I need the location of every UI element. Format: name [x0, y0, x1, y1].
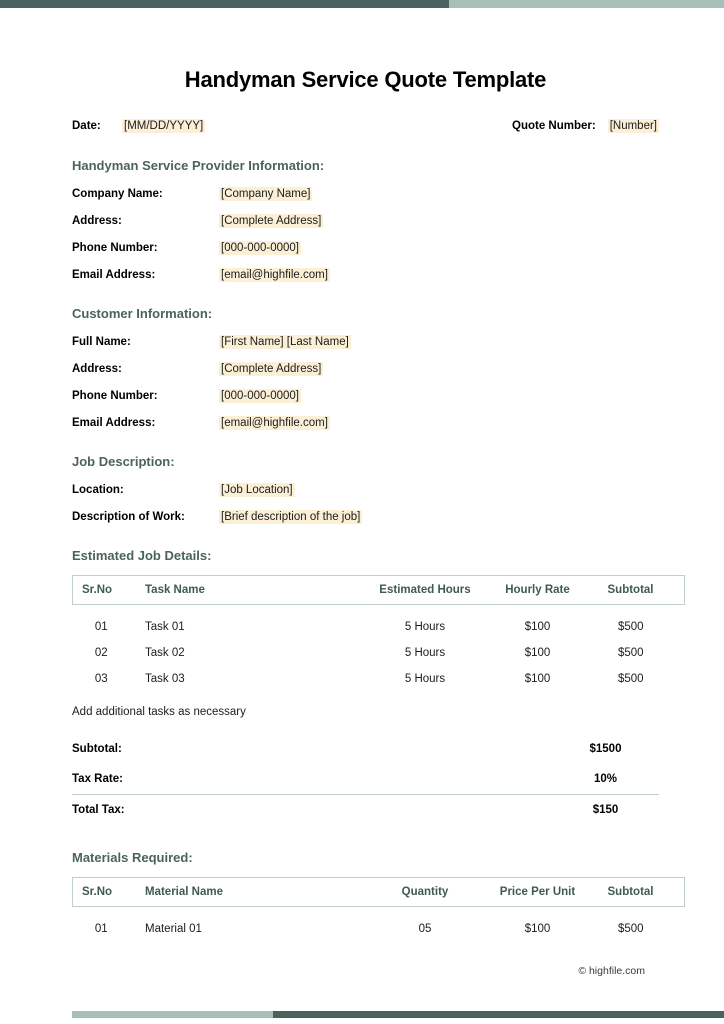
- work-description-value[interactable]: [Brief description of the job]: [221, 511, 361, 523]
- job-cell-sr: 01: [94, 621, 108, 633]
- provider-address-value-wrap: [219, 215, 659, 227]
- table-row: [73, 633, 685, 659]
- field-row-provider-phone: [72, 242, 659, 254]
- job-details-table-head: [73, 576, 685, 605]
- provider-email-value[interactable]: [email@highfile.com]: [221, 269, 328, 281]
- top-bar-dark-segment: [0, 0, 449, 8]
- provider-address-label: Address:: [72, 215, 122, 227]
- quote-number-value[interactable]: [Number]: [609, 120, 657, 132]
- field-row-full-name: [72, 336, 659, 348]
- material-cell-subtotal: $500: [617, 923, 644, 935]
- job-col-sr-no: Sr.No: [73, 576, 141, 605]
- top-bar-light-segment: [449, 0, 724, 8]
- job-cell-name: Task 02: [145, 647, 185, 659]
- bottom-bar-padding: [0, 1011, 72, 1018]
- job-cell-sr: 02: [94, 647, 108, 659]
- job-col-hourly-rate: Hourly Rate: [490, 576, 585, 605]
- job-cell-sr: 03: [94, 673, 108, 685]
- full-name-value[interactable]: [First Name] [Last Name]: [221, 336, 349, 348]
- customer-phone-value[interactable]: [000-000-0000]: [221, 390, 300, 402]
- full-name-label: Full Name:: [72, 336, 131, 348]
- provider-phone-label: Phone Number:: [72, 242, 158, 254]
- field-row-customer-phone: [72, 390, 659, 402]
- field-row-provider-email: [72, 269, 659, 281]
- job-cell-rate: $100: [524, 673, 551, 685]
- material-cell-quantity: 05: [418, 923, 432, 935]
- page-title: Handyman Service Quote Template: [184, 67, 547, 92]
- customer-email-value-wrap: [219, 417, 659, 429]
- date-value[interactable]: [MM/DD/YYYY]: [124, 120, 204, 132]
- provider-email-label: Email Address:: [72, 269, 156, 281]
- material-cell-sr: 01: [94, 923, 108, 935]
- subtotal-label: Subtotal:: [72, 743, 122, 755]
- materials-table-head: [73, 878, 685, 907]
- materials-header-row: [73, 878, 685, 907]
- material-col-material-name: Material Name: [140, 878, 360, 907]
- job-location-label: Location:: [72, 484, 124, 496]
- total-row-total-tax: [72, 794, 659, 825]
- quote-number-label: Quote Number:: [512, 120, 596, 132]
- document-page: [0, 8, 724, 1018]
- top-decorative-bar: [0, 0, 724, 8]
- table-row: [73, 605, 685, 634]
- company-name-value[interactable]: [Company Name]: [221, 188, 311, 200]
- job-cell-hours: 5 Hours: [404, 621, 446, 633]
- job-details-table: [72, 575, 685, 685]
- job-cell-subtotal: $500: [617, 647, 644, 659]
- customer-email-label: Email Address:: [72, 417, 156, 429]
- job-location-value-wrap: [219, 484, 659, 496]
- job-cell-hours: 5 Hours: [404, 673, 446, 685]
- total-row-subtotal: [72, 734, 659, 764]
- table-row: [73, 659, 685, 685]
- additional-tasks-note: Add additional tasks as necessary: [72, 706, 246, 718]
- customer-address-label: Address:: [72, 363, 122, 375]
- provider-phone-value[interactable]: [000-000-0000]: [221, 242, 300, 254]
- materials-table: [72, 877, 685, 935]
- date-group: [72, 119, 205, 133]
- job-cell-rate: $100: [524, 647, 551, 659]
- bottom-decorative-bar: [0, 1011, 724, 1018]
- full-name-value-wrap: [219, 336, 659, 348]
- table-row: [73, 907, 685, 936]
- job-cell-name: Task 03: [145, 673, 185, 685]
- customer-address-value-wrap: [219, 363, 659, 375]
- total-row-tax-rate: [72, 764, 659, 794]
- job-cell-subtotal: $500: [617, 621, 644, 633]
- job-cell-rate: $100: [524, 621, 551, 633]
- date-label: Date:: [72, 120, 101, 132]
- field-row-work-description: [72, 511, 659, 523]
- company-name-label: Company Name:: [72, 188, 163, 200]
- job-cell-hours: 5 Hours: [404, 647, 446, 659]
- job-col-task-name: Task Name: [140, 576, 360, 605]
- job-cell-subtotal: $500: [617, 673, 644, 685]
- customer-address-value[interactable]: [Complete Address]: [221, 363, 322, 375]
- work-description-value-wrap: [219, 511, 659, 523]
- bottom-bar-dark-segment: [273, 1011, 724, 1018]
- customer-email-value[interactable]: [email@highfile.com]: [221, 417, 328, 429]
- job-details-header-row: [73, 576, 685, 605]
- customer-section-heading: Customer Information:: [72, 306, 213, 321]
- job-cell-name: Task 01: [145, 621, 185, 633]
- job-col-estimated-hours: Estimated Hours: [360, 576, 490, 605]
- field-row-customer-email: [72, 417, 659, 429]
- total-tax-label: Total Tax:: [72, 804, 125, 816]
- company-name-value-wrap: [219, 188, 659, 200]
- material-col-price-per-unit: Price Per Unit: [490, 878, 585, 907]
- provider-section-heading: Handyman Service Provider Information:: [72, 158, 325, 173]
- material-cell-price: $100: [524, 923, 551, 935]
- work-description-label: Description of Work:: [72, 511, 185, 523]
- materials-table-body: [73, 907, 685, 936]
- total-tax-value: $150: [592, 804, 619, 816]
- material-col-quantity: Quantity: [360, 878, 490, 907]
- provider-email-value-wrap: [219, 269, 659, 281]
- bottom-bar-light-segment: [72, 1011, 273, 1018]
- tax-rate-label: Tax Rate:: [72, 773, 123, 785]
- job-description-heading: Job Description:: [72, 454, 175, 469]
- materials-heading: Materials Required:: [72, 850, 193, 865]
- job-location-value[interactable]: [Job Location]: [221, 484, 293, 496]
- customer-phone-value-wrap: [219, 390, 659, 402]
- customer-phone-label: Phone Number:: [72, 390, 158, 402]
- field-row-job-location: [72, 484, 659, 496]
- field-row-provider-address: [72, 215, 659, 227]
- footer-copyright: © highfile.com: [578, 965, 645, 977]
- field-row-customer-address: [72, 363, 659, 375]
- tax-rate-value: 10%: [593, 773, 618, 785]
- field-row-company-name: [72, 188, 659, 200]
- provider-phone-value-wrap: [219, 242, 659, 254]
- quote-meta-row: [72, 119, 659, 133]
- job-details-heading: Estimated Job Details:: [72, 548, 212, 563]
- job-details-table-body: [73, 605, 685, 686]
- material-cell-name: Material 01: [145, 923, 202, 935]
- material-col-subtotal: Subtotal: [585, 878, 685, 907]
- quote-number-group: [512, 119, 659, 133]
- material-col-sr-no: Sr.No: [73, 878, 141, 907]
- provider-address-value[interactable]: [Complete Address]: [221, 215, 322, 227]
- subtotal-value: $1500: [589, 743, 622, 755]
- job-col-subtotal: Subtotal: [585, 576, 685, 605]
- totals-block: [72, 734, 659, 825]
